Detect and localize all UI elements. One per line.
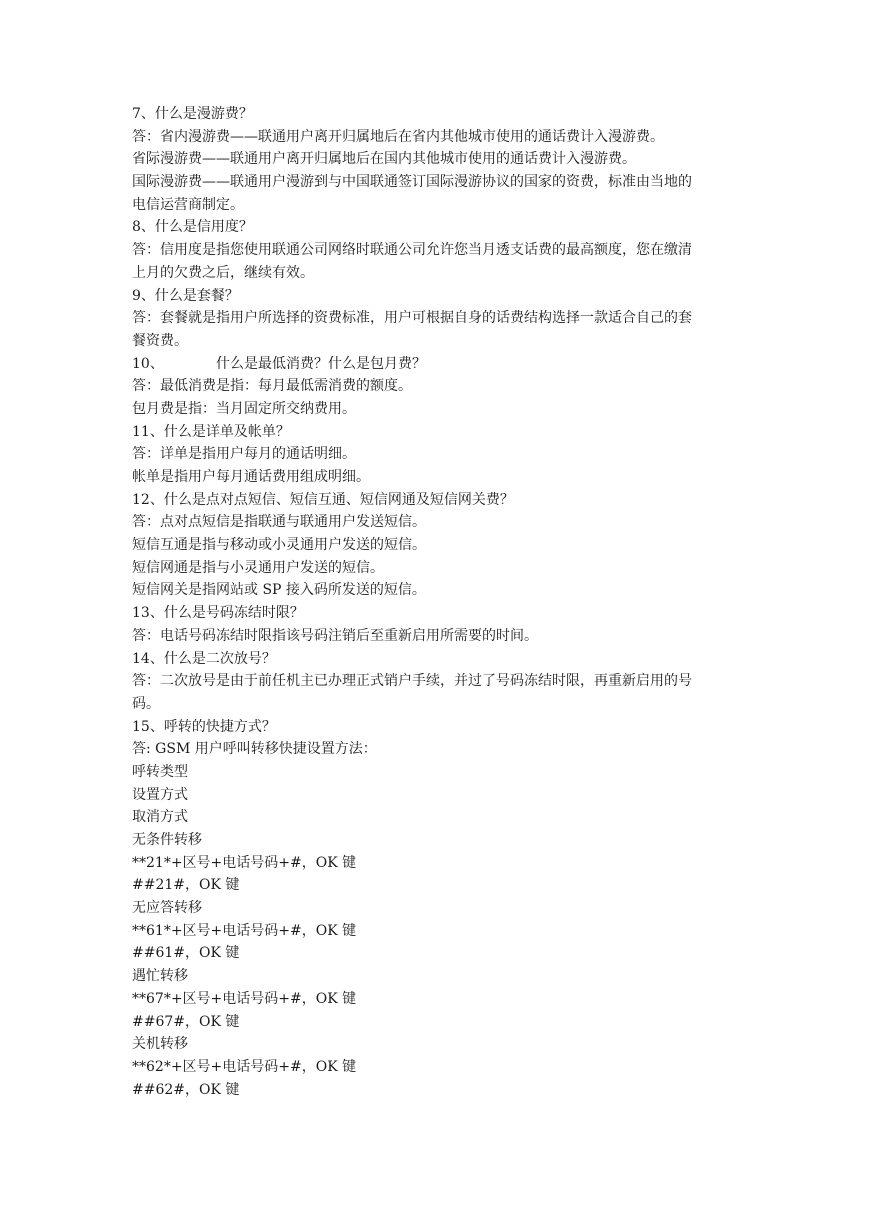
forward-table-header-cancel: 取消方式 bbox=[132, 809, 188, 826]
forward-table-header-type: 呼转类型 bbox=[132, 763, 188, 780]
answer-14-line-1: 答：二次放号是由于前任机主已办理正式销户手续，并过了号码冻结时限，再重新启用的号 bbox=[132, 673, 692, 690]
answer-12-line-2: 短信互通是指与移动或小灵通用户发送的短信。 bbox=[132, 537, 426, 554]
answer-10-line-1: 答：最低消费是指：每月最低需消费的额度。 bbox=[132, 378, 412, 395]
forward-unconditional-set: **21*+区号+电话号码+#，OK 键 bbox=[132, 854, 357, 871]
forward-power-off-cancel: ##62#，OK 键 bbox=[132, 1081, 240, 1098]
answer-12-line-4: 短信网关是指网站或 SP 接入码所发送的短信。 bbox=[132, 582, 426, 599]
answer-9-line-2: 餐资费。 bbox=[132, 332, 188, 349]
question-13-heading: 13、什么是号码冻结时限？ bbox=[132, 605, 304, 622]
forward-unconditional-cancel: ##21#，OK 键 bbox=[132, 877, 240, 894]
forward-no-answer-set: **61*+区号+电话号码+#，OK 键 bbox=[132, 922, 357, 939]
document-page bbox=[132, 103, 744, 1101]
question-10-text: 什么是最低消费？什么是包月费？ bbox=[216, 355, 426, 372]
answer-8-line-1: 答：信用度是指您使用联通公司网络时联通公司允许您当月透支话费的最高额度，您在缴清 bbox=[132, 242, 692, 259]
answer-10-line-2: 包月费是指：当月固定所交纳费用。 bbox=[132, 400, 356, 417]
question-10-heading bbox=[132, 353, 744, 376]
answer-9-line-1: 答：套餐就是指用户所选择的资费标准，用户可根据自身的话费结构选择一款适合自己的套 bbox=[132, 310, 692, 327]
forward-no-answer-type: 无应答转移 bbox=[132, 900, 202, 917]
question-15-heading: 15、呼转的快捷方式？ bbox=[132, 718, 276, 735]
question-7-heading: 7、什么是漫游费？ bbox=[132, 106, 253, 122]
answer-8-line-2: 上月的欠费之后，继续有效。 bbox=[132, 264, 314, 281]
question-12-heading: 12、什么是点对点短信、短信互通、短信网通及短信网关费？ bbox=[132, 491, 514, 508]
question-11-heading: 11、什么是详单及帐单？ bbox=[132, 423, 290, 440]
answer-11-line-1: 答：详单是指用户每月的通话明细。 bbox=[132, 446, 356, 463]
answer-7-line-4: 电信运营商制定。 bbox=[132, 196, 244, 213]
question-9-heading: 9、什么是套餐？ bbox=[132, 287, 239, 304]
answer-12-line-3: 短信网通是指与小灵通用户发送的短信。 bbox=[132, 559, 384, 576]
forward-busy-type: 遇忙转移 bbox=[132, 968, 188, 985]
answer-15-intro: 答: GSM 用户呼叫转移快捷设置方法： bbox=[132, 741, 377, 758]
answer-7-line-1: 答：省内漫游费——联通用户离开归属地后在省内其他城市使用的通话费计入漫游费。 bbox=[132, 128, 664, 145]
answer-7-line-2: 省际漫游费——联通用户离开归属地后在国内其他城市使用的通话费计入漫游费。 bbox=[132, 151, 636, 168]
answer-7-line-3: 国际漫游费——联通用户漫游到与中国联通签订国际漫游协议的国家的资费，标准由当地的 bbox=[132, 174, 692, 191]
forward-power-off-type: 关机转移 bbox=[132, 1036, 188, 1053]
question-14-heading: 14、什么是二次放号？ bbox=[132, 650, 276, 667]
answer-11-line-2: 帐单是指用户每月通话费用组成明细。 bbox=[132, 469, 370, 485]
answer-14-line-2: 码。 bbox=[132, 695, 160, 712]
forward-power-off-set: **62*+区号+电话号码+#，OK 键 bbox=[132, 1058, 357, 1075]
forward-table-header-set: 设置方式 bbox=[132, 786, 188, 803]
forward-busy-set: **67*+区号+电话号码+#，OK 键 bbox=[132, 990, 357, 1007]
question-10-number: 10、 bbox=[132, 355, 164, 372]
forward-busy-cancel: ##67#，OK 键 bbox=[132, 1013, 240, 1030]
answer-13-line-1: 答：电话号码冻结时限指该号码注销后至重新启用所需要的时间。 bbox=[132, 627, 538, 644]
forward-no-answer-cancel: ##61#，OK 键 bbox=[132, 945, 240, 962]
answer-12-line-1: 答：点对点短信是指联通与联通用户发送短信。 bbox=[132, 514, 426, 531]
forward-unconditional-type: 无条件转移 bbox=[132, 832, 202, 848]
question-8-heading: 8、什么是信用度？ bbox=[132, 219, 253, 236]
